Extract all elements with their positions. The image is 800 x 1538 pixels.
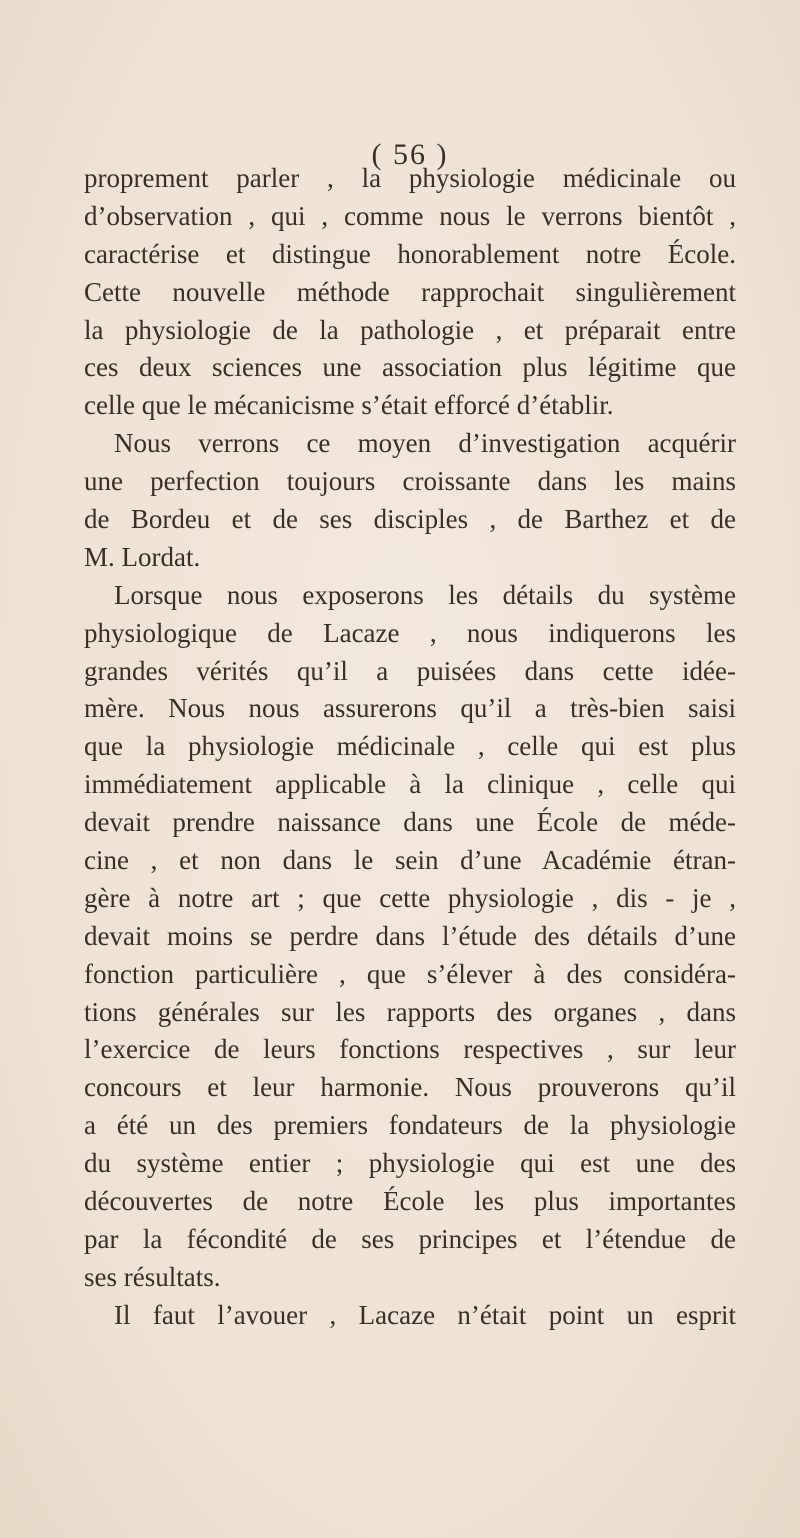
text-line: caractérise et distingue honorablement notre École. [84,238,736,269]
text-line: d’observation , qui , comme nous le verrons bientôt , [84,200,736,231]
text-line: ces deux sciences une association plus légitime que [84,352,736,383]
text-line: physiologique de Lacaze , nous indiquerons les [84,617,736,648]
text-line: Il faut l’avouer , Lacaze n’était point un esprit [114,1299,736,1330]
text-line: de Bordeu et de ses disciples , de Barthez et de [84,504,736,535]
text-line: la physiologie de la pathologie , et préparait entre [84,314,736,345]
text-line: devait prendre naissance dans une École de méde- [84,807,736,838]
text-line: fonction particulière , que s’élever à des considéra- [84,958,736,989]
text-line: proprement parler , la physiologie médicinale ou [84,163,736,193]
text-line: cine , et non dans le sein d’une Académie étran- [84,845,736,876]
text-line: du système entier ; physiologie qui est une des [84,1148,736,1179]
text-line: ses résultats. [84,1261,221,1292]
text-line: M. Lordat. [84,541,201,572]
text-line: que la physiologie médicinale , celle qui est plus [84,731,736,762]
text-line: concours et leur harmonie. Nous prouverons qu’il [84,1072,736,1103]
text-line: grandes vérités qu’il a puisées dans cette idée- [84,655,736,686]
text-line: Cette nouvelle méthode rapprochait singulièrement [84,276,736,307]
text-line: celle que le mécanicisme s’était efforcé d’établir. [84,390,614,421]
text-line: une perfection toujours croissante dans les mains [84,466,736,497]
text-line: immédiatement applicable à la clinique , celle qui [84,769,736,800]
body-text [84,160,736,1335]
text-line: devait moins se perdre dans l’étude des détails d’une [84,920,736,951]
text-line: mère. Nous nous assurerons qu’il a très-bien saisi [84,693,736,724]
page-number: ( 56 ) [371,138,449,171]
text-line: a été un des premiers fondateurs de la physiologie [84,1110,736,1141]
text-line: tions générales sur les rapports des organes , dans [84,996,736,1027]
text-line: Nous verrons ce moyen d’investigation acquérir [114,428,736,459]
text-line: l’exercice de leurs fonctions respectives , sur leur [84,1034,736,1065]
text-line: gère à notre art ; que cette physiologie , dis - je , [84,882,736,913]
text-line: découvertes de notre École les plus importantes [84,1186,736,1217]
text-line: Lorsque nous exposerons les détails du système [114,579,736,610]
text-line: par la fécondité de ses principes et l’étendue de [84,1223,736,1254]
